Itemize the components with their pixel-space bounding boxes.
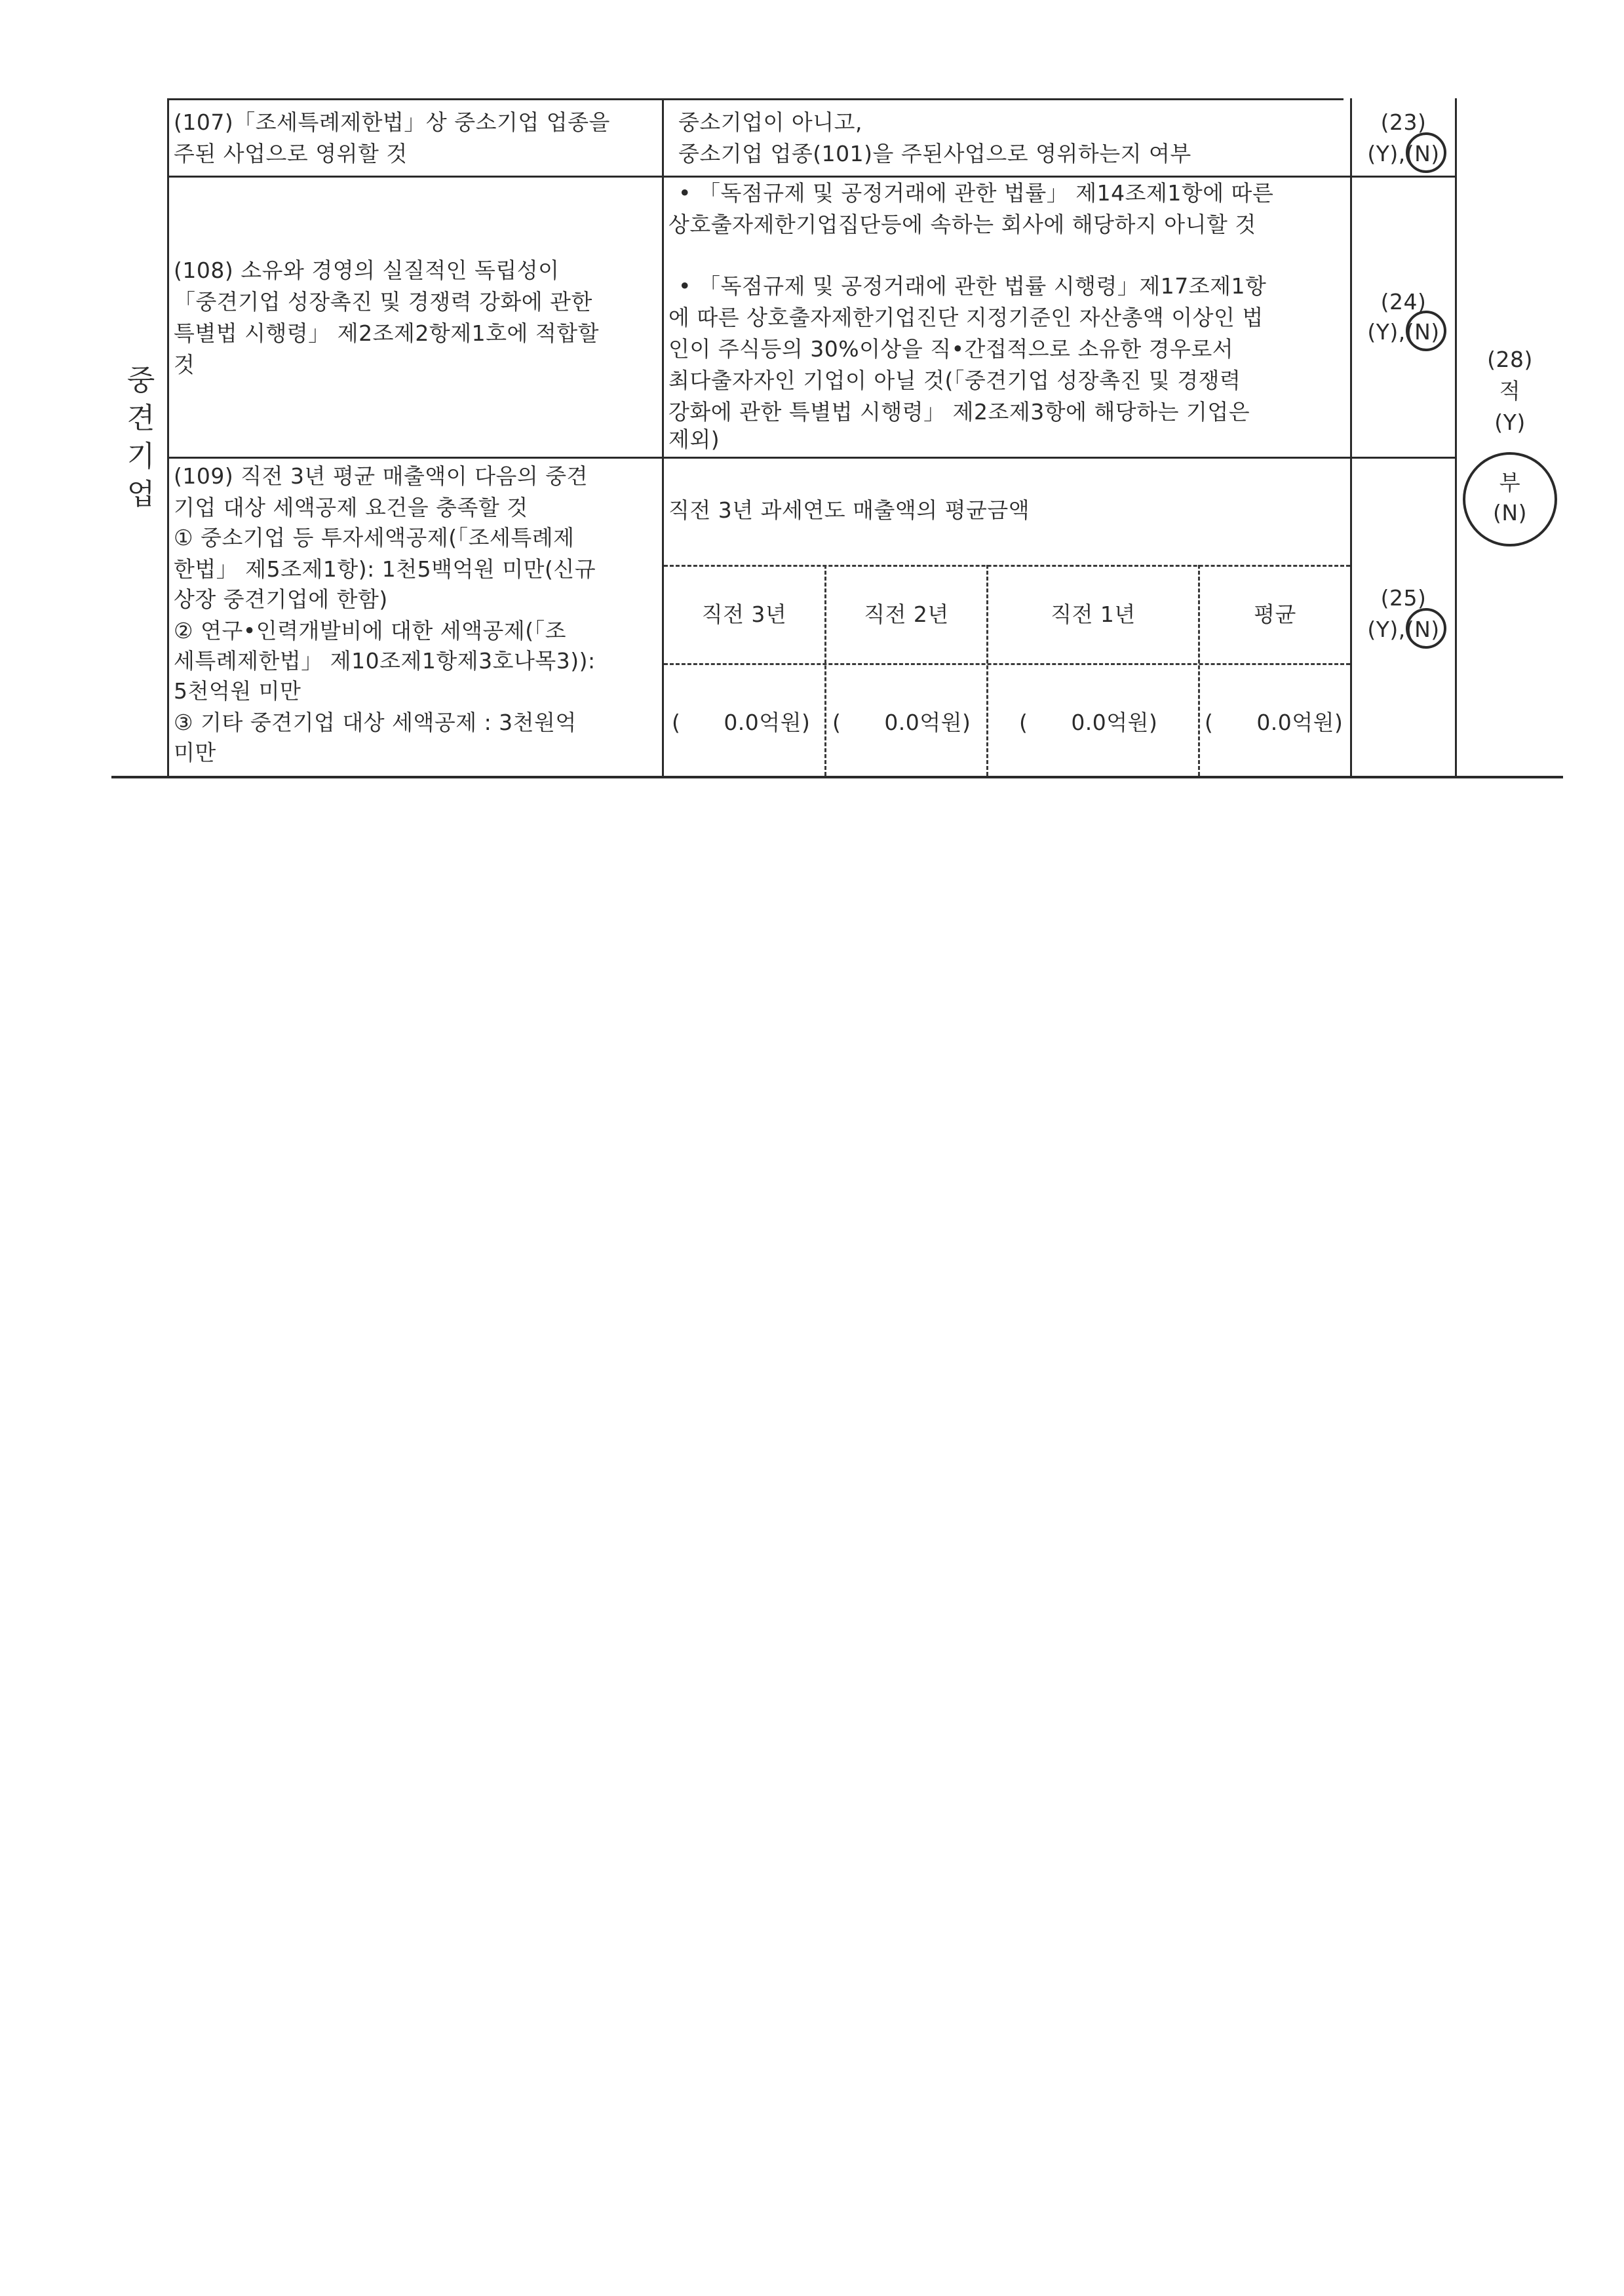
subtable-dash-top <box>664 565 1350 567</box>
criterion-109-line8: 5천억원 미만 <box>174 678 301 704</box>
answer-108-yn: (Y),(N) <box>1367 319 1440 345</box>
overall-yes-code: (Y) <box>1494 410 1526 435</box>
subtable-dash-mid <box>664 663 1350 665</box>
row-separator-2 <box>167 457 1455 459</box>
criterion-109-line5: 상장 중견기업에 한함) <box>174 586 388 612</box>
answer-109-n-circle[interactable] <box>1406 608 1446 649</box>
year-header-3: 직전 3년 <box>701 602 787 627</box>
criterion-109-line3: ① 중소기업 등 투자세액공제(「조세특례제 <box>174 525 575 550</box>
table-top-line-seg1 <box>167 98 1344 100</box>
detail-107-line1: 중소기업이 아니고, <box>678 109 863 135</box>
criterion-109-line2: 기업 대상 세액공제 요건을 충족할 것 <box>174 495 528 520</box>
criterion-107-line1: (107)「조세특례제한법」상 중소기업 업종을 <box>174 109 610 135</box>
overall-no-label: 부 <box>1499 470 1521 495</box>
answer-109-number: (25) <box>1380 585 1427 611</box>
answer-108-n-circle[interactable] <box>1406 311 1446 351</box>
year-value-3: ( 0.0억원) <box>672 710 811 735</box>
year-header-2: 직전 2년 <box>864 602 949 627</box>
detail-108b-line6: 제외) <box>668 427 720 452</box>
detail-108b-line2: 에 따른 상호출자제한기업진단 지정기준인 자산총액 이상인 법 <box>668 305 1264 330</box>
criterion-109-line4: 한법」 제5조제1항): 1천5백억원 미만(신규 <box>174 556 596 582</box>
detail-109-title: 직전 3년 과세연도 매출액의 평균금액 <box>668 497 1030 523</box>
year-value-avg: ( 0.0억원) <box>1205 710 1344 735</box>
table-bottom-line <box>111 776 1563 778</box>
detail-107-line2: 중소기업 업종(101)을 주된사업으로 영위하는지 여부 <box>678 141 1191 166</box>
criterion-109-line6: ② 연구•인력개발비에 대한 세액공제(「조 <box>174 618 567 643</box>
answer-107-yn: (Y),(N) <box>1367 141 1440 166</box>
overall-number: (28) <box>1487 347 1533 372</box>
subtable-dash-col1 <box>824 565 826 776</box>
answer-108-number: (24) <box>1380 289 1427 315</box>
col-line-category <box>167 98 169 776</box>
category-label <box>121 362 161 514</box>
criterion-107-line2: 주된 사업으로 영위할 것 <box>174 141 408 166</box>
detail-108b-line4: 최다출자자인 기업이 아닐 것(「중견기업 성장촉진 및 경쟁력 <box>668 368 1241 393</box>
subtable-dash-col3 <box>1198 565 1200 776</box>
answer-107-n-circle[interactable] <box>1406 132 1446 173</box>
year-value-2: ( 0.0억원) <box>832 710 971 735</box>
detail-108a-line2: 상호출자제한기업집단등에 속하는 회사에 해당하지 아니할 것 <box>668 212 1256 237</box>
row-separator-1 <box>167 176 1455 178</box>
col-line-criterion <box>662 98 664 776</box>
criterion-109-line10: 미만 <box>174 740 216 765</box>
answer-109-yn: (Y),(N) <box>1367 617 1440 642</box>
category-text: 중견기업 <box>126 364 155 511</box>
year-header-avg: 평균 <box>1254 602 1296 627</box>
year-header-1: 직전 1년 <box>1051 602 1136 627</box>
subtable-dash-col2 <box>986 565 988 776</box>
criterion-109-line7: 세특례제한법」 제10조제1항제3호나목3)): <box>174 648 596 674</box>
overall-no-code: (N) <box>1493 500 1527 526</box>
criterion-108-line1: (108) 소유와 경영의 실질적인 독립성이 <box>174 258 560 283</box>
criterion-108-line4: 것 <box>174 352 195 377</box>
criterion-108-line3: 특별법 시행령」 제2조제2항제1호에 적합할 <box>174 320 600 346</box>
year-value-1: ( 0.0억원) <box>1019 710 1158 735</box>
criterion-109-line9: ③ 기타 중견기업 대상 세액공제 : 3천원억 <box>174 710 577 735</box>
detail-108b-line3: 인이 주식등의 30%이상을 직•간접적으로 소유한 경우로서 <box>668 336 1234 362</box>
col-line-answer <box>1455 98 1457 776</box>
answer-107-number: (23) <box>1380 109 1427 135</box>
detail-108b-line5: 강화에 관한 특별법 시행령」 제2조제3항에 해당하는 기업은 <box>668 399 1250 425</box>
detail-108b-line1: • 「독점규제 및 공정거래에 관한 법률 시행령」제17조제1항 <box>678 273 1267 299</box>
criterion-109-line1: (109) 직전 3년 평균 매출액이 다음의 중견 <box>174 463 588 489</box>
detail-108a-line1: • 「독점규제 및 공정거래에 관한 법률」 제14조제1항에 따른 <box>678 180 1274 206</box>
criterion-108-line2: 「중견기업 성장촉진 및 경쟁력 강화에 관한 <box>174 289 592 315</box>
overall-yes-label: 적 <box>1499 378 1521 404</box>
col-line-detail <box>1350 98 1352 776</box>
